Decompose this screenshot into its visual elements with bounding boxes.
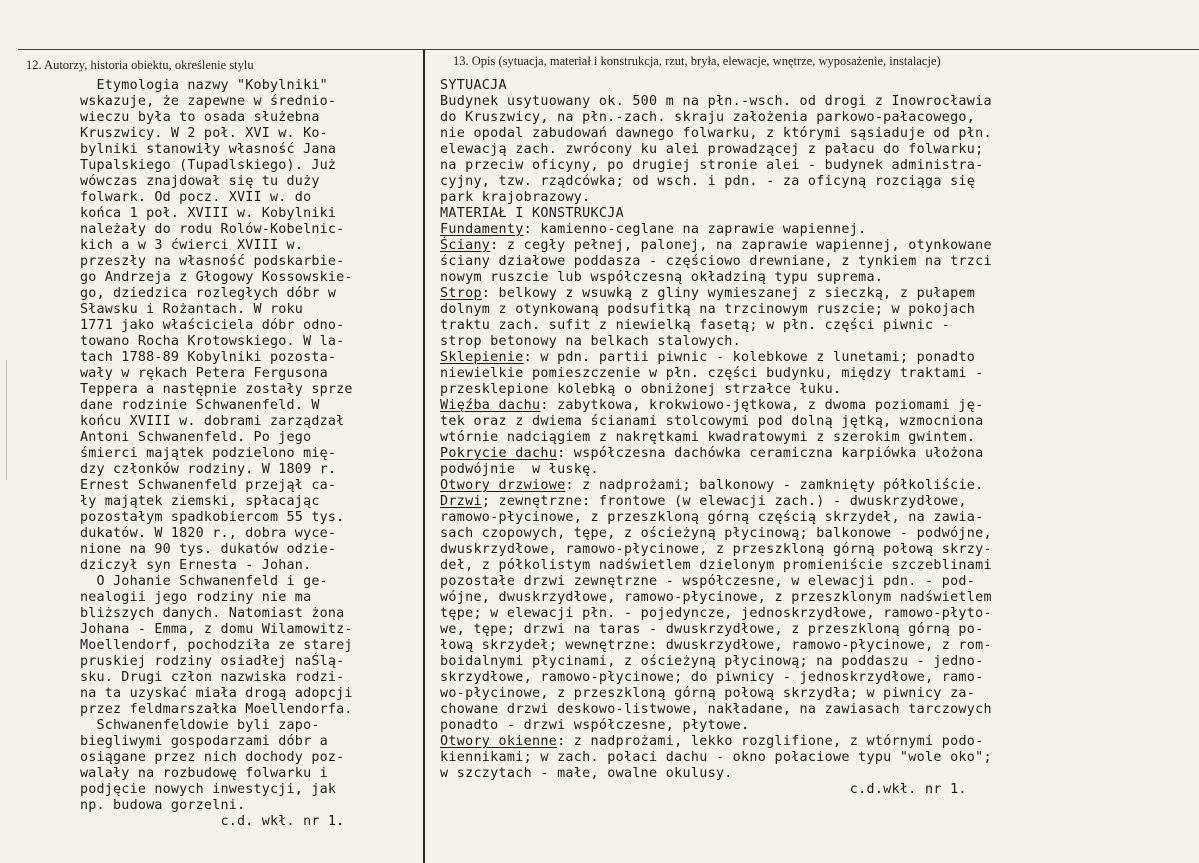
text-line: łową skrzydeł; wewnętrzne: dwuskrzydłowe, ramowo-płycinowe, z rom- [440,638,992,653]
text-line: Tupalskiego (Tupadlskiego). Już [80,158,337,173]
history-text-column [80,78,353,830]
column-divider [423,49,425,863]
text-line: cyjny, tzw. rządcówka; od wsch. i pdn. - za oficyną rozciąga się [440,174,976,189]
line-text: : belkowy z wsuwką z gliny wymieszanej z sieczką, z pułapem [481,286,976,301]
text-line: Moellendorf, pochodziła ze starej [80,638,353,653]
text-line: tek oraz z dwiema ścianami stolcowymi pod dolną jętką, wzmocniona [440,414,984,429]
text-line: Ernest Schwanenfeld przejął ca- [80,478,337,493]
text-line: końca 1 poł. XVIII w. Kobylniki [80,206,337,221]
text-line: chowane drzwi deskowo-listwowe, nakładane, na zawiasach tarczowych [440,702,992,717]
text-line: ramowo-płycinowe, z przeszkloną górną częścią skrzydeł, na zawia- [440,510,984,525]
text-line: ponadto - drzwi współczesne, płytowe. [440,718,750,733]
underlined-heading: Fundamenty [440,222,524,237]
text-line: kich a w 3 ćwierci XVIII w. [80,238,304,253]
text-line: Johana - Emma, z domu Wilamowitz- [80,622,353,637]
text-line: wskazuje, że zapewne w średnio- [80,94,337,109]
section-13-header: 13. Opis (sytuacja, materiał i konstrukcja, rzut, bryła, elewacje, wnętrze, wyposażenie, instalacje) [453,54,941,68]
text-line: na przeciw oficyny, po drugiej stronie alei - budynek administra- [440,158,984,173]
text-line: Budynek usytuowany ok. 500 m na płn.-wsch. od drogi z Inowrocławia [440,94,992,109]
text-line: wtórnie nadciągiem z nakrętkami kwadratowymi z szerokim gwintem. [440,430,976,445]
text-line: bylniki stanowiły własność Jana [80,142,337,157]
header-rule [18,49,1199,50]
text-line: towano Rocha Krotowskiego. W la- [80,334,345,349]
line-text: ; zewnętrzne: frontowe (w elewacji zach.) - dwuskrzydłowe, [481,494,967,509]
text-line: bliższych danych. Natomiast żona [80,606,345,621]
text-line: dukatów. W 1820 r., dobra wyce- [80,526,337,541]
text-line [440,478,992,494]
text-line: Teppera a następnie zostały sprze [80,382,353,397]
text-line: sku. Drugi człon nazwiska rodzi- [80,670,345,685]
text-line: do Kruszwicy, na płn.-zach. skraju założenia parkowo-pałacowego, [440,110,976,125]
text-line: deł, z półkolistym nadświetlem dzielonym promieniście szczeblinami [440,558,992,573]
text-line: 1771 jako właściciela dóbr odno- [80,318,345,333]
text-line: sach czopowych, tępe, z ościeżyną płycinową; balkonowe - podwójne, [440,526,992,541]
text-line: dzy członków rodziny. W 1809 r. [80,462,337,477]
text-line: podwójnie w łuskę. [440,462,599,477]
text-line: wójne, dwuskrzydłowe, ramowo-płycinowe, z przeszklonym nadświetlem [440,590,992,605]
text-line: przez feldmarszałka Moellendorfa. [80,702,353,717]
text-line: w szczytach - małe, owalne okulusy. [440,766,733,781]
text-line [440,222,992,238]
text-line: wówczas znajdował się tu duży [80,174,320,189]
text-line [440,446,992,462]
text-line [440,238,992,254]
underlined-heading: Otwory drzwiowe [440,478,566,493]
line-text: : z nadprożami, lekko rozglifione, z wtórnymi podo- [557,734,984,749]
text-line: Sławsku i Rożantach. W roku [80,302,304,317]
text-line: elewacją zach. zwrócony ku alei prowadzącej z pałacu do folwarku; [440,142,984,157]
text-line: skrzydłowe, ramowo-płycinowe; do piwnicy - jednoskrzydłowe, ramo- [440,670,984,685]
underlined-heading: Ściany [440,238,491,253]
text-line: Kruszwicy. W 2 poł. XVI w. Ko- [80,126,328,141]
text-line: go, dziedzica rozległych dóbr w [80,286,337,301]
text-line: c.d. wkł. nr 1. [80,814,345,829]
section-12-header: 12. Autorzy, historia obiektu, określenie stylu [26,58,254,72]
line-text: : z cegły pełnej, palonej, na zaprawie wapiennej, otynkowane [490,238,992,253]
text-line: przeszły na własność podskarbie- [80,254,345,269]
text-line: dziczył syn Ernesta - Johan. [80,558,312,573]
text-line [440,494,992,510]
text-line: pruskiej rodziny osiadłej naŚlą- [80,654,345,669]
text-line: tach 1788-89 Kobylniki pozosta- [80,350,337,365]
text-line: końcu XVIII w. dobrami zarządzał [80,414,345,429]
text-line: c.d.wkł. nr 1. [440,782,967,797]
underlined-heading: Sklepienie [440,350,524,365]
text-line: folwark. Od pocz. XVII w. do [80,190,312,205]
text-line: dane rodzinie Schwanenfeld. W [80,398,320,413]
text-line [440,398,992,414]
text-line: wieczu była to osada służebna [80,110,320,125]
underlined-heading: Więźba dachu [440,398,541,413]
text-line [440,734,992,750]
text-line: biegliwymi gospodarzami dóbr a [80,734,328,749]
text-line: we, tępe; drzwi na taras - dwuskrzydłowe, z przeszkloną górną po- [440,622,984,637]
underlined-heading: Drzwi [440,494,482,509]
text-line: ły majątek ziemski, spłacając [80,494,320,509]
text-line: Antoni Schwanenfeld. Po jego [80,430,312,445]
text-line: wo-płycinowe, z przeszkloną górną połową skrzydła; w piwnicy za- [440,686,976,701]
text-line: wały w rękach Petera Fergusona [80,366,328,381]
text-line: nowym ruszcie lub współczesną okładziną typu suprema. [440,270,884,285]
text-line: Etymologia nazwy "Kobylniki" [80,78,328,93]
text-line: np. budowa gorzelni. [80,798,246,813]
text-line: na ta uzyskać miała drogą adopcji [80,686,353,701]
text-line: pozostałe drzwi zewnętrzne - współczesne, w elewacji pdn. - pod- [440,574,976,589]
text-line: strop betonowy na belkach stalowych. [440,334,742,349]
text-line: go Andrzeja z Głogowy Kossowskie- [80,270,353,285]
text-line: pozostałym spadkobiercom 55 tys. [80,510,345,525]
text-line: traktu zach. sufit z niewielką fasetą; w płn. części piwnic - [440,318,951,333]
line-text: : z nadprożami; balkonowy - zamknięty półkoliście. [565,478,984,493]
text-line: O Johanie Schwanenfeld i ge- [80,574,328,589]
text-line: boidalnymi płycinami, z ościeżyną płycinową; na poddaszu - jedno- [440,654,984,669]
text-line: niewielkie pomieszczenie w płn. części budynku, między traktami - [440,366,984,381]
text-line: Schwanenfeldowie byli zapo- [80,718,320,733]
line-text: : kamienno-ceglane na zaprawie wapiennej. [523,222,867,237]
text-line: SYTUACJA [440,78,507,93]
underlined-heading: Strop [440,286,482,301]
line-text: : współczesna dachówka ceramiczna karpiówka ułożona [557,446,984,461]
text-line: MATERIAŁ I KONSTRUKCJA [440,206,624,221]
text-line: osiągane przez nich dochody poz- [80,750,345,765]
text-line: kiennikami; w zach. połaci dachu - okno połaciowe typu "wole oko"; [440,750,992,765]
text-line [440,286,992,302]
page-edge-mark [0,360,7,480]
text-line: tępe; w elewacji płn. - pojedyncze, jednoskrzydłowe, ramowo-płyto- [440,606,992,621]
underlined-heading: Pokrycie dachu [440,446,558,461]
text-line: nione na 90 tys. dukatów odzie- [80,542,337,557]
text-line [440,350,992,366]
text-line: podjęcie nowych inwestycji, jak [80,782,337,797]
text-line: przesklepione kolebką o obniżonej strzałce łuku. [440,382,842,397]
text-line: park krajobrazowy. [440,190,591,205]
text-line: nie opodal zabudowań dawnego folwarku, z którymi sąsiaduje od płn. [440,126,992,141]
text-line: ściany działowe poddasza - częściowo drewniane, z tynkiem na trzci [440,254,992,269]
text-line: dolnym z otynkowaną podsufitką na trzcinowym ruszcie; w pokojach [440,302,976,317]
text-line: należały do rodu Rolów-Kobelnic- [80,222,345,237]
text-line: dwuskrzydłowe, ramowo-płycinowe, z przeszkloną górną połową skrzy- [440,542,992,557]
text-line: walały na rozbudowę folwarku i [80,766,328,781]
description-text-column [440,78,992,798]
text-line: nealogii jego rodziny nie ma [80,590,312,605]
underlined-heading: Otwory okienne [440,734,558,749]
text-line: śmierci majątek podzielono mię- [80,446,337,461]
line-text: : w pdn. partii piwnic - kolebkowe z lunetami; ponadto [523,350,976,365]
line-text: : zabytkowa, krokwiowo-jętkowa, z dwoma poziomami ję- [540,398,984,413]
